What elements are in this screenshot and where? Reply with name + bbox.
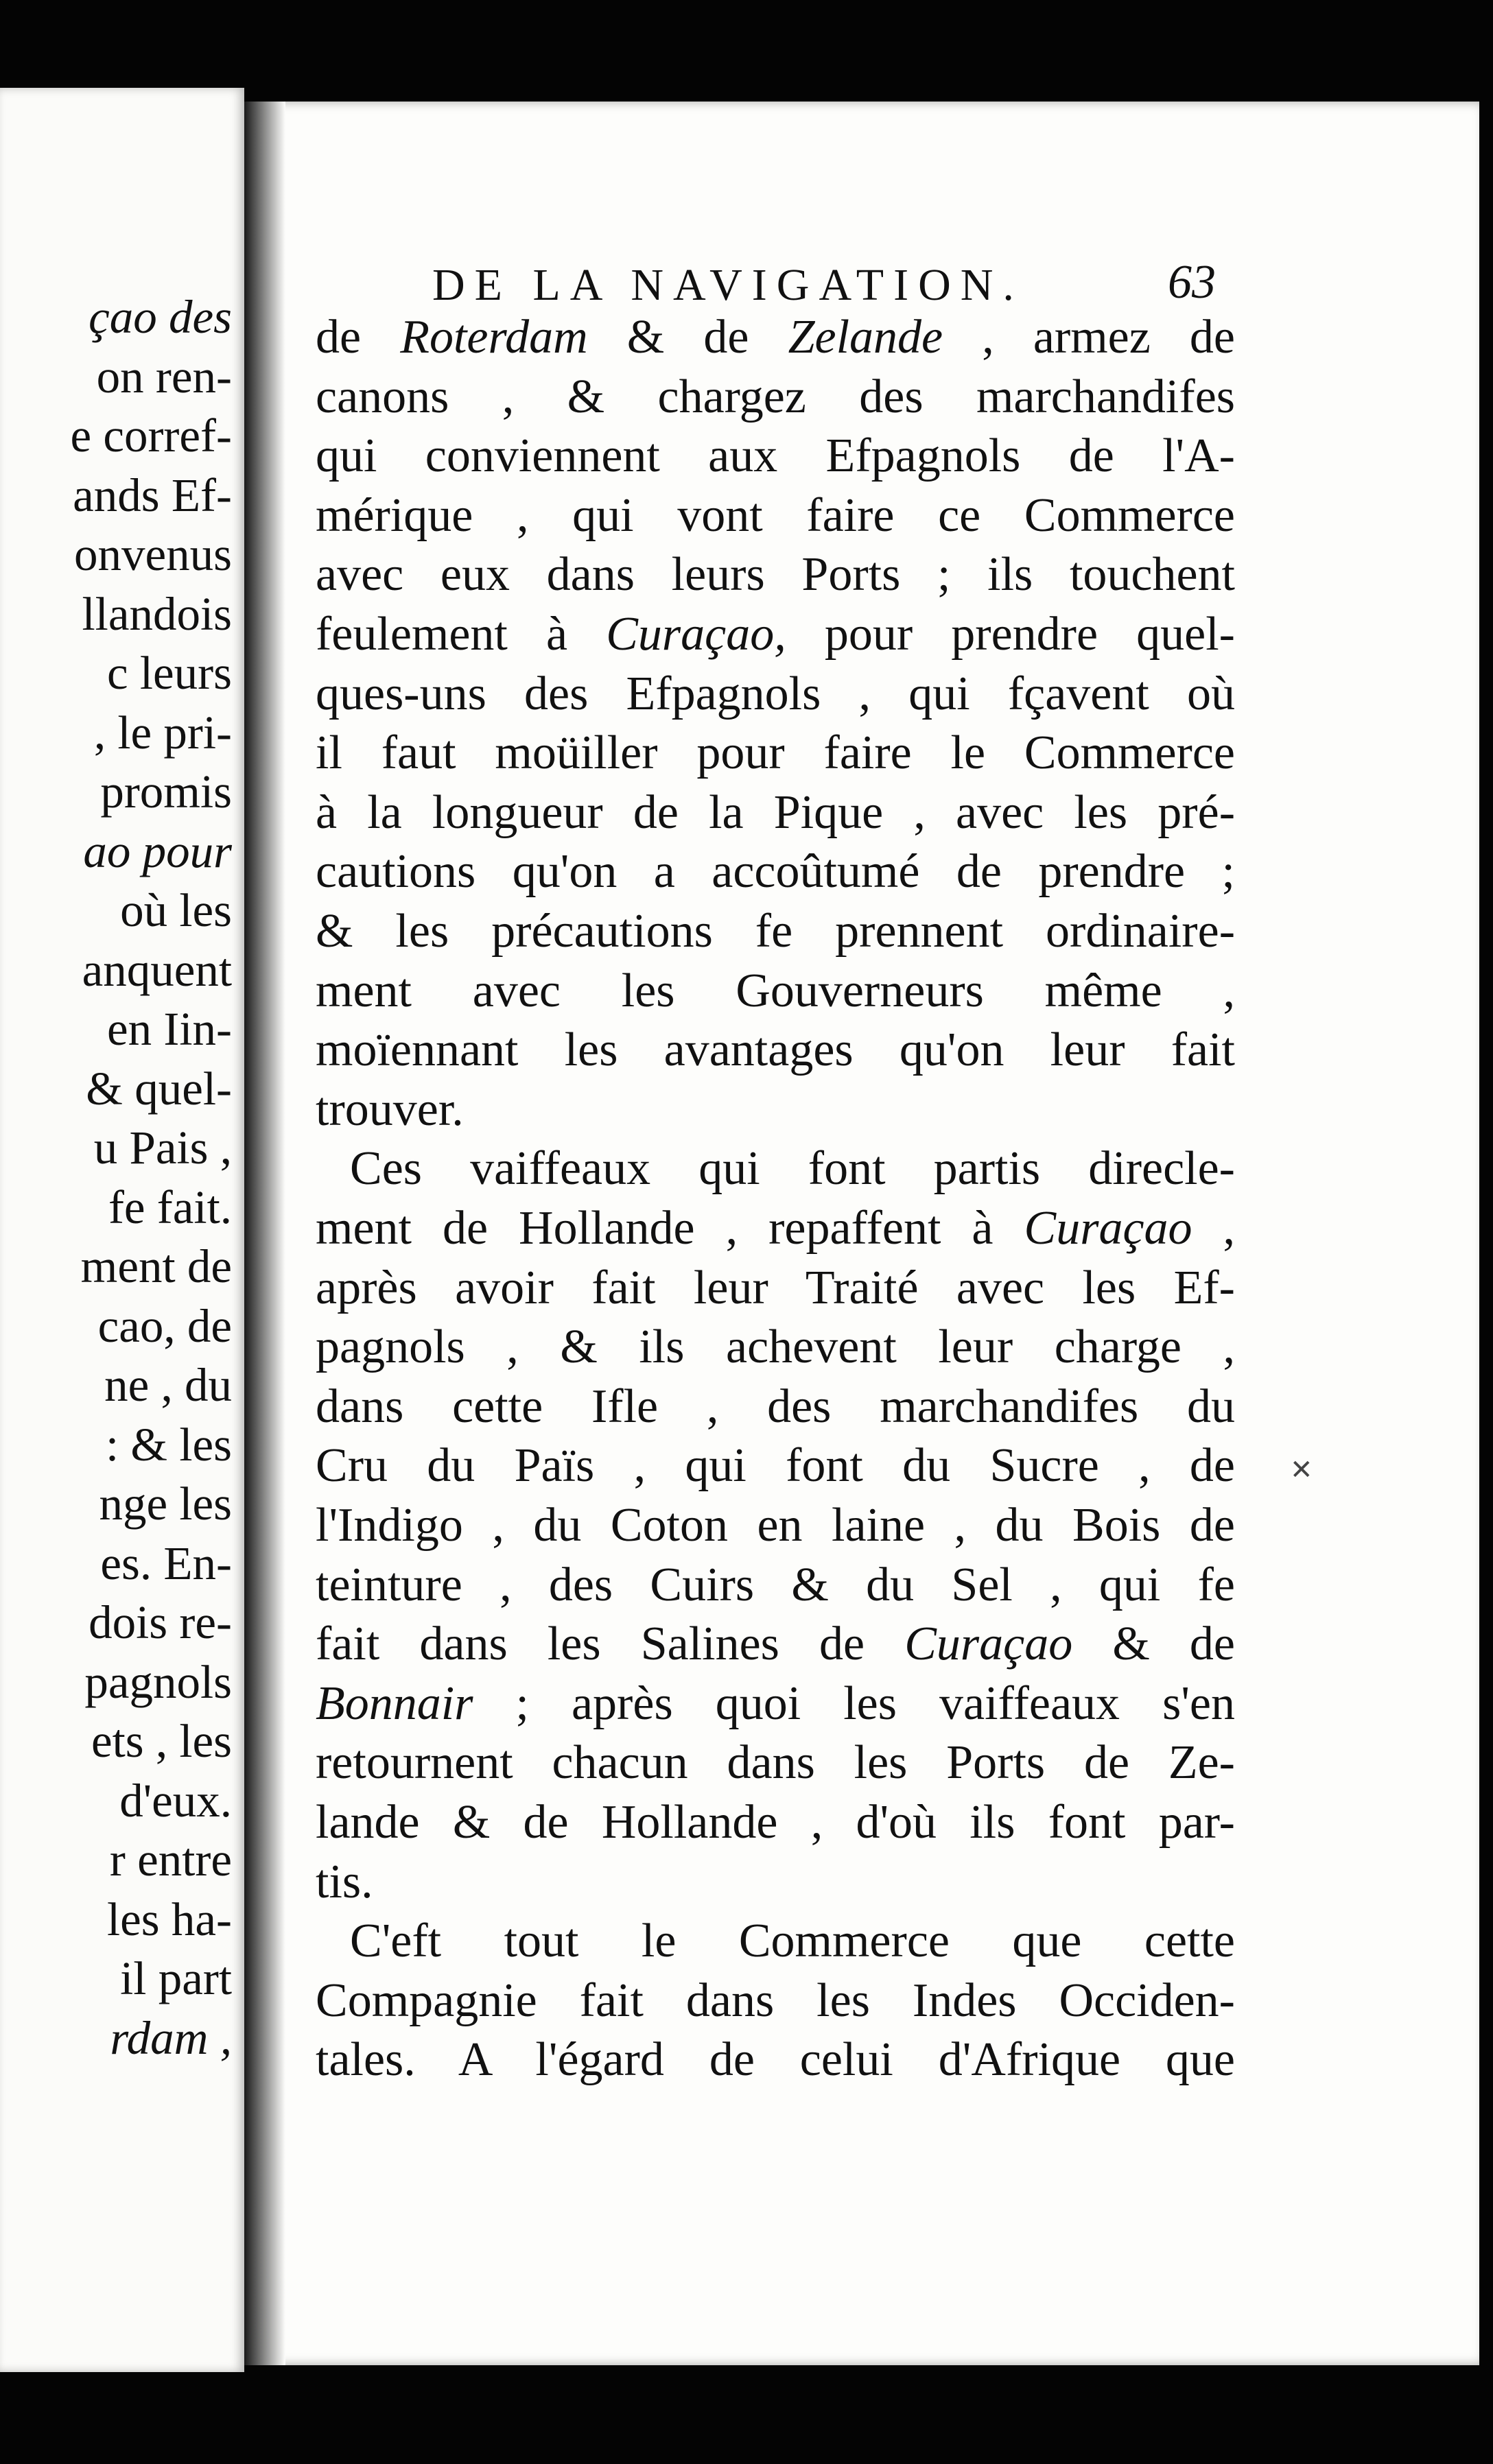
body-line: ques-uns des Efpagnols , qui fçavent où bbox=[316, 667, 1235, 720]
left-page-fragment: ands Ef- bbox=[73, 469, 232, 521]
body-line: de Roterdam & de Zelande , armez de bbox=[316, 311, 1235, 364]
left-page-fragment: es. En- bbox=[100, 1537, 232, 1589]
left-page-fragment: rdam , bbox=[110, 2011, 232, 2064]
body-line: à la longueur de la Pique , avec les pré- bbox=[316, 785, 1235, 839]
left-page-fragment: c leurs bbox=[106, 647, 232, 699]
body-line: tis. bbox=[316, 1855, 373, 1908]
left-page-fragment: où les bbox=[120, 884, 232, 936]
body-line: Ces vaiffeaux qui font partis direcle- bbox=[350, 1142, 1235, 1196]
left-page-fragment: promis bbox=[100, 766, 232, 818]
left-page-fragment: ment de bbox=[80, 1240, 232, 1292]
page-number: 63 bbox=[1168, 256, 1216, 309]
edge-mark-icon: ✕ bbox=[1290, 1454, 1313, 1486]
body-line: ment de Hollande , repaffent à Curaçao , bbox=[316, 1202, 1235, 1255]
body-line: Compagnie fait dans les Indes Occiden- bbox=[316, 1974, 1235, 2027]
left-page-fragment: fe fait. bbox=[108, 1181, 232, 1233]
body-line: tales. A l'égard de celui d'Afrique que bbox=[316, 2033, 1235, 2087]
left-page-fragment: çao des bbox=[89, 291, 232, 343]
body-line: mérique , qui vont faire ce Commerce bbox=[316, 488, 1235, 542]
running-head: DE LA NAVIGATION. bbox=[432, 260, 1024, 310]
left-page-fragment: ets , les bbox=[91, 1715, 232, 1767]
body-line: C'eft tout le Commerce que cette bbox=[350, 1915, 1235, 1968]
body-line: il faut moüiller pour faire le Commerce bbox=[316, 726, 1235, 780]
body-line: teinture , des Cuirs & du Sel , qui fe bbox=[316, 1558, 1235, 1611]
body-line: trouver. bbox=[316, 1082, 464, 1136]
left-page-fragment: & quel- bbox=[86, 1062, 232, 1115]
left-page-fragment: d'eux. bbox=[119, 1774, 232, 1827]
body-line: & les précautions fe prennent ordinaire- bbox=[316, 905, 1235, 958]
left-page-fragment: ao pour bbox=[83, 825, 232, 877]
left-page-fragment: : & les bbox=[106, 1418, 232, 1471]
body-line: Bonnair ; après quoi les vaiffeaux s'en bbox=[316, 1677, 1235, 1730]
body-line: après avoir fait leur Traité avec les Ef- bbox=[316, 1261, 1235, 1314]
left-page-fragment: pagnols bbox=[84, 1655, 232, 1708]
body-line: canons , & chargez des marchandifes bbox=[316, 370, 1235, 423]
left-page-fragment: , le pri- bbox=[93, 706, 232, 759]
body-line: moïennant les avantages qu'on leur fait bbox=[316, 1023, 1235, 1077]
page-gutter bbox=[244, 102, 285, 2365]
body-line: l'Indigo , du Coton en laine , du Bois de bbox=[316, 1499, 1235, 1552]
body-line: dans cette Ifle , des marchandifes du bbox=[316, 1379, 1235, 1433]
left-page bbox=[0, 88, 244, 2372]
body-line: lande & de Hollande , d'où ils font par- bbox=[316, 1796, 1235, 1849]
body-line: ment avec les Gouverneurs même , bbox=[316, 964, 1235, 1017]
left-page-fragment: u Pais , bbox=[93, 1122, 232, 1174]
body-line: Cru du Païs , qui font du Sucre , de bbox=[316, 1439, 1235, 1493]
left-page-fragment: il part bbox=[120, 1952, 232, 2004]
body-line: pagnols , & ils achevent leur charge , bbox=[316, 1320, 1235, 1374]
body-line: fait dans les Salines de Curaçao & de bbox=[316, 1618, 1235, 1671]
body-line: qui conviennent aux Efpagnols de l'A- bbox=[316, 429, 1235, 483]
left-page-fragment: cao, de bbox=[97, 1299, 232, 1352]
body-line: retournent chacun dans les Ports de Ze- bbox=[316, 1736, 1235, 1790]
left-page-fragment: r entre bbox=[109, 1834, 232, 1886]
left-page-fragment: on ren- bbox=[96, 350, 232, 403]
body-line: avec eux dans leurs Ports ; ils touchent bbox=[316, 548, 1235, 602]
left-page-fragment: nge les bbox=[99, 1478, 232, 1530]
body-line: cautions qu'on a accoûtumé de prendre ; bbox=[316, 845, 1235, 899]
left-page-fragment: en Iin- bbox=[106, 1003, 232, 1055]
left-page-fragment: ne , du bbox=[104, 1359, 232, 1411]
left-page-fragment: les ha- bbox=[106, 1893, 232, 1945]
left-page-fragment: dois re- bbox=[89, 1596, 232, 1648]
left-page-fragment: e corref- bbox=[70, 410, 232, 462]
body-line: feulement à Curaçao, pour prendre quel- bbox=[316, 608, 1235, 661]
left-page-fragment: llandois bbox=[82, 587, 232, 640]
left-page-fragment: onvenus bbox=[74, 528, 232, 580]
left-page-fragment: anquent bbox=[82, 943, 232, 996]
